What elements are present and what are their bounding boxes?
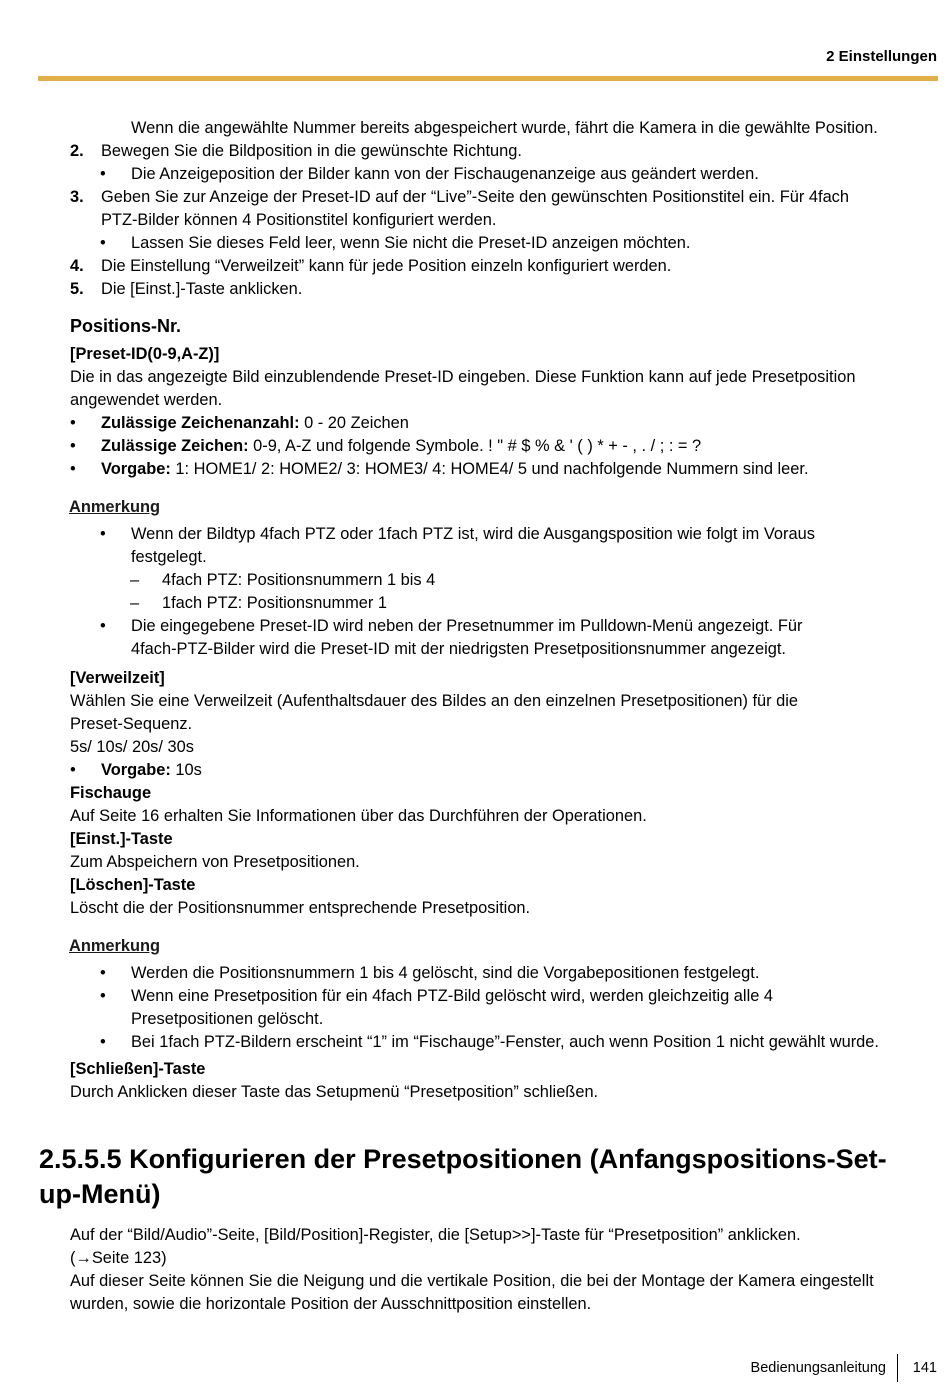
dash-icon: – <box>130 594 140 612</box>
bullet-text: Wenn eine Presetposition für ein 4fach PTZ-Bild gelöscht wird, werden gleichzeitig alle 4 <box>131 987 773 1005</box>
item-label: Vorgabe: <box>101 460 171 478</box>
set-button-desc: Zum Abspeichern von Presetpositionen. <box>70 853 360 871</box>
step-text: Die Einstellung “Verweilzeit” kann für jede Position einzeln konfiguriert werden. <box>101 257 672 275</box>
bullet-icon: • <box>70 437 76 455</box>
chapter-header: 2 Einstellungen <box>826 48 937 65</box>
bullet-icon: • <box>100 234 106 252</box>
preset-id-item <box>0 435 950 458</box>
fisheye-label: Fischauge <box>70 784 152 802</box>
step-2 <box>0 140 950 163</box>
dwell-desc: Wählen Sie eine Verweilzeit (Aufenthaltsdauer des Bildes an den einzelnen Presetpositionen) für die <box>70 692 799 710</box>
footer-label: Bedienungsanleitung <box>750 1360 886 1376</box>
step-3-cont: PTZ-Bilder können 4 Positionstitel konfiguriert werden. <box>101 211 497 229</box>
bullet-text: Die Anzeigeposition der Bilder kann von der Fischaugenanzeige aus geändert werden. <box>131 165 759 183</box>
item-value: 1: HOME1/ 2: HOME2/ 3: HOME3/ 4: HOME4/ 5 und nachfolgende Nummern sind leer. <box>170 460 809 478</box>
section-title <box>0 1142 919 1212</box>
bullet-text: Wenn der Bildtyp 4fach PTZ oder 1fach PTZ ist, wird die Ausgangsposition wie folgt im Voraus <box>131 525 815 543</box>
dwell-default <box>0 759 950 782</box>
close-button-desc: Durch Anklicken dieser Taste das Setupmenü “Presetposition” schließen. <box>70 1083 599 1101</box>
note-bullet-cont: Presetpositionen gelöscht. <box>131 1010 324 1028</box>
positions-heading: Positions-Nr. <box>70 316 182 336</box>
step-intro: Wenn die angewählte Nummer bereits abgespeichert wurde, fährt die Kamera in die gewählte Position. <box>131 119 878 137</box>
step-3-bullet <box>0 232 950 255</box>
close-button-label: [Schließen]-Taste <box>70 1060 206 1078</box>
dwell-options: 5s/ 10s/ 20s/ 30s <box>70 738 194 756</box>
item-label: Zulässige Zeichenanzahl: <box>101 414 300 432</box>
note-dash-item <box>0 592 950 615</box>
note-dash-item <box>0 569 950 592</box>
section-paragraph: Auf dieser Seite können Sie die Neigung und die vertikale Position, die bei der Montage der Kamera eingestellt <box>70 1272 874 1290</box>
bullet-icon: • <box>70 414 76 432</box>
note-bullet <box>0 1031 950 1054</box>
step-number: 2. <box>70 142 84 160</box>
note-bullet-cont: 4fach-PTZ-Bilder wird die Preset-ID mit der niedrigsten Presetpositionsnummer angezeigt. <box>131 640 786 658</box>
set-button-label: [Einst.]-Taste <box>70 830 173 848</box>
bullet-icon: • <box>100 964 106 982</box>
note-title: Anmerkung <box>69 937 161 955</box>
section-paragraph-cont: wurden, sowie die horizontale Position der Ausschnittposition einstellen. <box>70 1295 592 1313</box>
note-bullet <box>0 615 950 638</box>
bullet-text: Bei 1fach PTZ-Bildern erscheint “1” im “Fischauge”-Fenster, auch wenn Position 1 nicht gewählt wurde. <box>131 1033 879 1051</box>
item-value: 0-9, A-Z und folgende Symbole. ! " # $ % & ' ( ) * + - , . / ; : = ? <box>248 437 702 455</box>
dwell-desc-cont: Preset-Sequenz. <box>70 715 193 733</box>
note-bullet <box>0 985 950 1008</box>
step-text: Bewegen Sie die Bildposition in die gewünschte Richtung. <box>101 142 522 160</box>
bullet-icon: • <box>100 987 106 1005</box>
preset-id-item <box>0 458 950 481</box>
dash-icon: – <box>130 571 140 589</box>
preset-id-desc-cont: angewendet werden. <box>70 391 223 409</box>
step-2-bullet <box>0 163 950 186</box>
delete-button-label: [Löschen]-Taste <box>70 876 196 894</box>
section-reference: (→Seite 123) <box>70 1249 167 1267</box>
bullet-text: Lassen Sie dieses Feld leer, wenn Sie nicht die Preset-ID anzeigen möchten. <box>131 234 691 252</box>
item-value: 0 - 20 Zeichen <box>299 414 409 432</box>
item-label: Vorgabe: <box>101 761 171 779</box>
step-number: 3. <box>70 188 84 206</box>
bullet-icon: • <box>100 525 106 543</box>
preset-id-label: [Preset-ID(0-9,A-Z)] <box>70 345 220 363</box>
note-bullet <box>0 962 950 985</box>
bullet-icon: • <box>70 460 76 478</box>
step-number: 5. <box>70 280 84 298</box>
step-3 <box>0 186 950 209</box>
step-text: Geben Sie zur Anzeige der Preset-ID auf der “Live”-Seite den gewünschten Positionstitel ein. Für 4fach <box>101 188 849 206</box>
bullet-icon: • <box>100 165 106 183</box>
page-number: 141 <box>912 1360 937 1376</box>
dash-text: 4fach PTZ: Positionsnummern 1 bis 4 <box>162 571 436 589</box>
note-bullet <box>0 523 950 546</box>
section-paragraph: Auf der “Bild/Audio”-Seite, [Bild/Position]-Register, die [Setup>>]-Taste für “Presetposition” anklicken. <box>70 1226 801 1244</box>
step-4 <box>0 255 950 278</box>
header-rule <box>38 76 938 81</box>
bullet-icon: • <box>70 761 76 779</box>
bullet-text: Die eingegebene Preset-ID wird neben der Presetnummer im Pulldown-Menü angezeigt. Für <box>131 617 803 635</box>
step-number: 4. <box>70 257 84 275</box>
dwell-label: [Verweilzeit] <box>70 669 165 687</box>
page-content <box>0 117 950 1316</box>
fisheye-desc: Auf Seite 16 erhalten Sie Informationen über das Durchführen der Operationen. <box>70 807 647 825</box>
preset-id-item <box>0 412 950 435</box>
item-value: 10s <box>170 761 202 779</box>
bullet-icon: • <box>100 617 106 635</box>
section-title-line: up-Menü) <box>39 1179 161 1209</box>
step-text: Die [Einst.]-Taste anklicken. <box>101 280 303 298</box>
item-label: Zulässige Zeichen: <box>101 437 249 455</box>
note-bullet-cont: festgelegt. <box>131 548 207 566</box>
dash-text: 1fach PTZ: Positionsnummer 1 <box>162 594 388 612</box>
bullet-text: Werden die Positionsnummern 1 bis 4 gelöscht, sind die Vorgabepositionen festgelegt. <box>131 964 760 982</box>
delete-button-desc: Löscht die der Positionsnummer entsprechende Presetposition. <box>70 899 531 917</box>
bullet-icon: • <box>100 1033 106 1051</box>
note-title: Anmerkung <box>69 498 161 516</box>
step-5 <box>0 278 950 301</box>
footer-divider <box>897 1354 898 1382</box>
section-title-line: 2.5.5.5 Konfigurieren der Presetpositionen (Anfangspositions-Set- <box>39 1144 887 1174</box>
preset-id-desc: Die in das angezeigte Bild einzublendende Preset-ID eingeben. Diese Funktion kann auf jede Presetposition <box>70 368 856 386</box>
